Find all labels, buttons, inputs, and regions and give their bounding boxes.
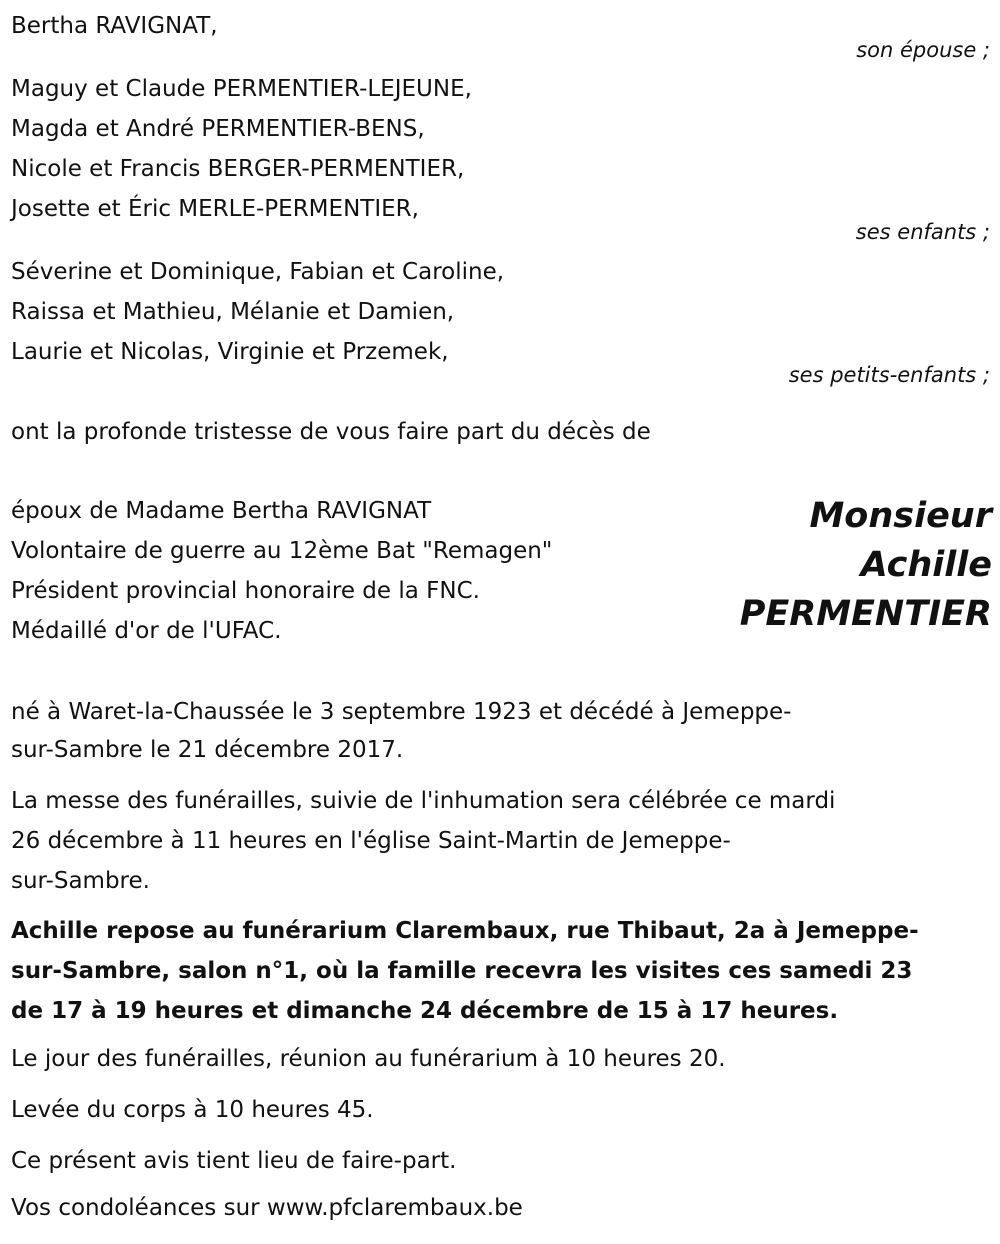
spouse-name: Bertha RAVIGNAT, — [11, 13, 218, 39]
children-role: ses enfants ; — [855, 220, 990, 244]
meeting-text: Le jour des funérailles, réunion au funérarium à 10 heures 20. — [11, 1046, 726, 1072]
grandchild-line: Laurie et Nicolas, Virginie et Przemek, — [11, 339, 449, 365]
deceased-detail: Médaillé d'or de l'UFAC. — [11, 618, 282, 644]
mass-line: La messe des funérailles, suivie de l'inhumation sera célébrée ce mardi — [11, 788, 836, 814]
grandchild-line: Raissa et Mathieu, Mélanie et Damien, — [11, 299, 455, 325]
birth-death-line: né à Waret-la-Chaussée le 3 septembre 1923 et décédé à Jemeppe- — [11, 699, 792, 725]
deceased-detail: Volontaire de guerre au 12ème Bat "Remagen" — [11, 538, 553, 564]
child-line: Maguy et Claude PERMENTIER-LEJEUNE, — [11, 76, 472, 102]
grandchild-line: Séverine et Dominique, Fabian et Caroline, — [11, 259, 505, 285]
levee-text: Levée du corps à 10 heures 45. — [11, 1097, 374, 1123]
spouse-role: son épouse ; — [856, 38, 990, 62]
child-line: Josette et Éric MERLE-PERMENTIER, — [11, 196, 419, 222]
deceased-first-name: Achille — [860, 545, 992, 585]
deceased-detail: époux de Madame Bertha RAVIGNAT — [11, 498, 432, 524]
mass-line: 26 décembre à 11 heures en l'église Saint-Martin de Jemeppe- — [11, 828, 731, 854]
child-line: Nicole et Francis BERGER-PERMENTIER, — [11, 156, 465, 182]
visitation-line: Achille repose au funérarium Clarembaux, rue Thibaut, 2a à Jemeppe- — [11, 918, 919, 944]
deceased-name — [740, 492, 992, 639]
condolences-text: Vos condoléances sur www.pfclarembaux.be — [11, 1195, 523, 1221]
birth-death-line: sur-Sambre le 21 décembre 2017. — [11, 737, 404, 763]
visitation-line: de 17 à 19 heures et dimanche 24 décembre de 15 à 17 heures. — [11, 998, 839, 1024]
mass-line: sur-Sambre. — [11, 868, 150, 894]
deceased-detail: Président provincial honoraire de la FNC. — [11, 578, 480, 604]
visitation-line: sur-Sambre, salon n°1, où la famille recevra les visites ces samedi 23 — [11, 958, 913, 984]
grandchildren-role: ses petits-enfants ; — [788, 363, 990, 387]
deceased-last-name: PERMENTIER — [739, 594, 992, 634]
notice-text: Ce présent avis tient lieu de faire-part. — [11, 1148, 457, 1174]
deceased-title: Monsieur — [809, 496, 992, 536]
intro-text: ont la profonde tristesse de vous faire part du décès de — [11, 419, 651, 445]
child-line: Magda et André PERMENTIER-BENS, — [11, 116, 425, 142]
